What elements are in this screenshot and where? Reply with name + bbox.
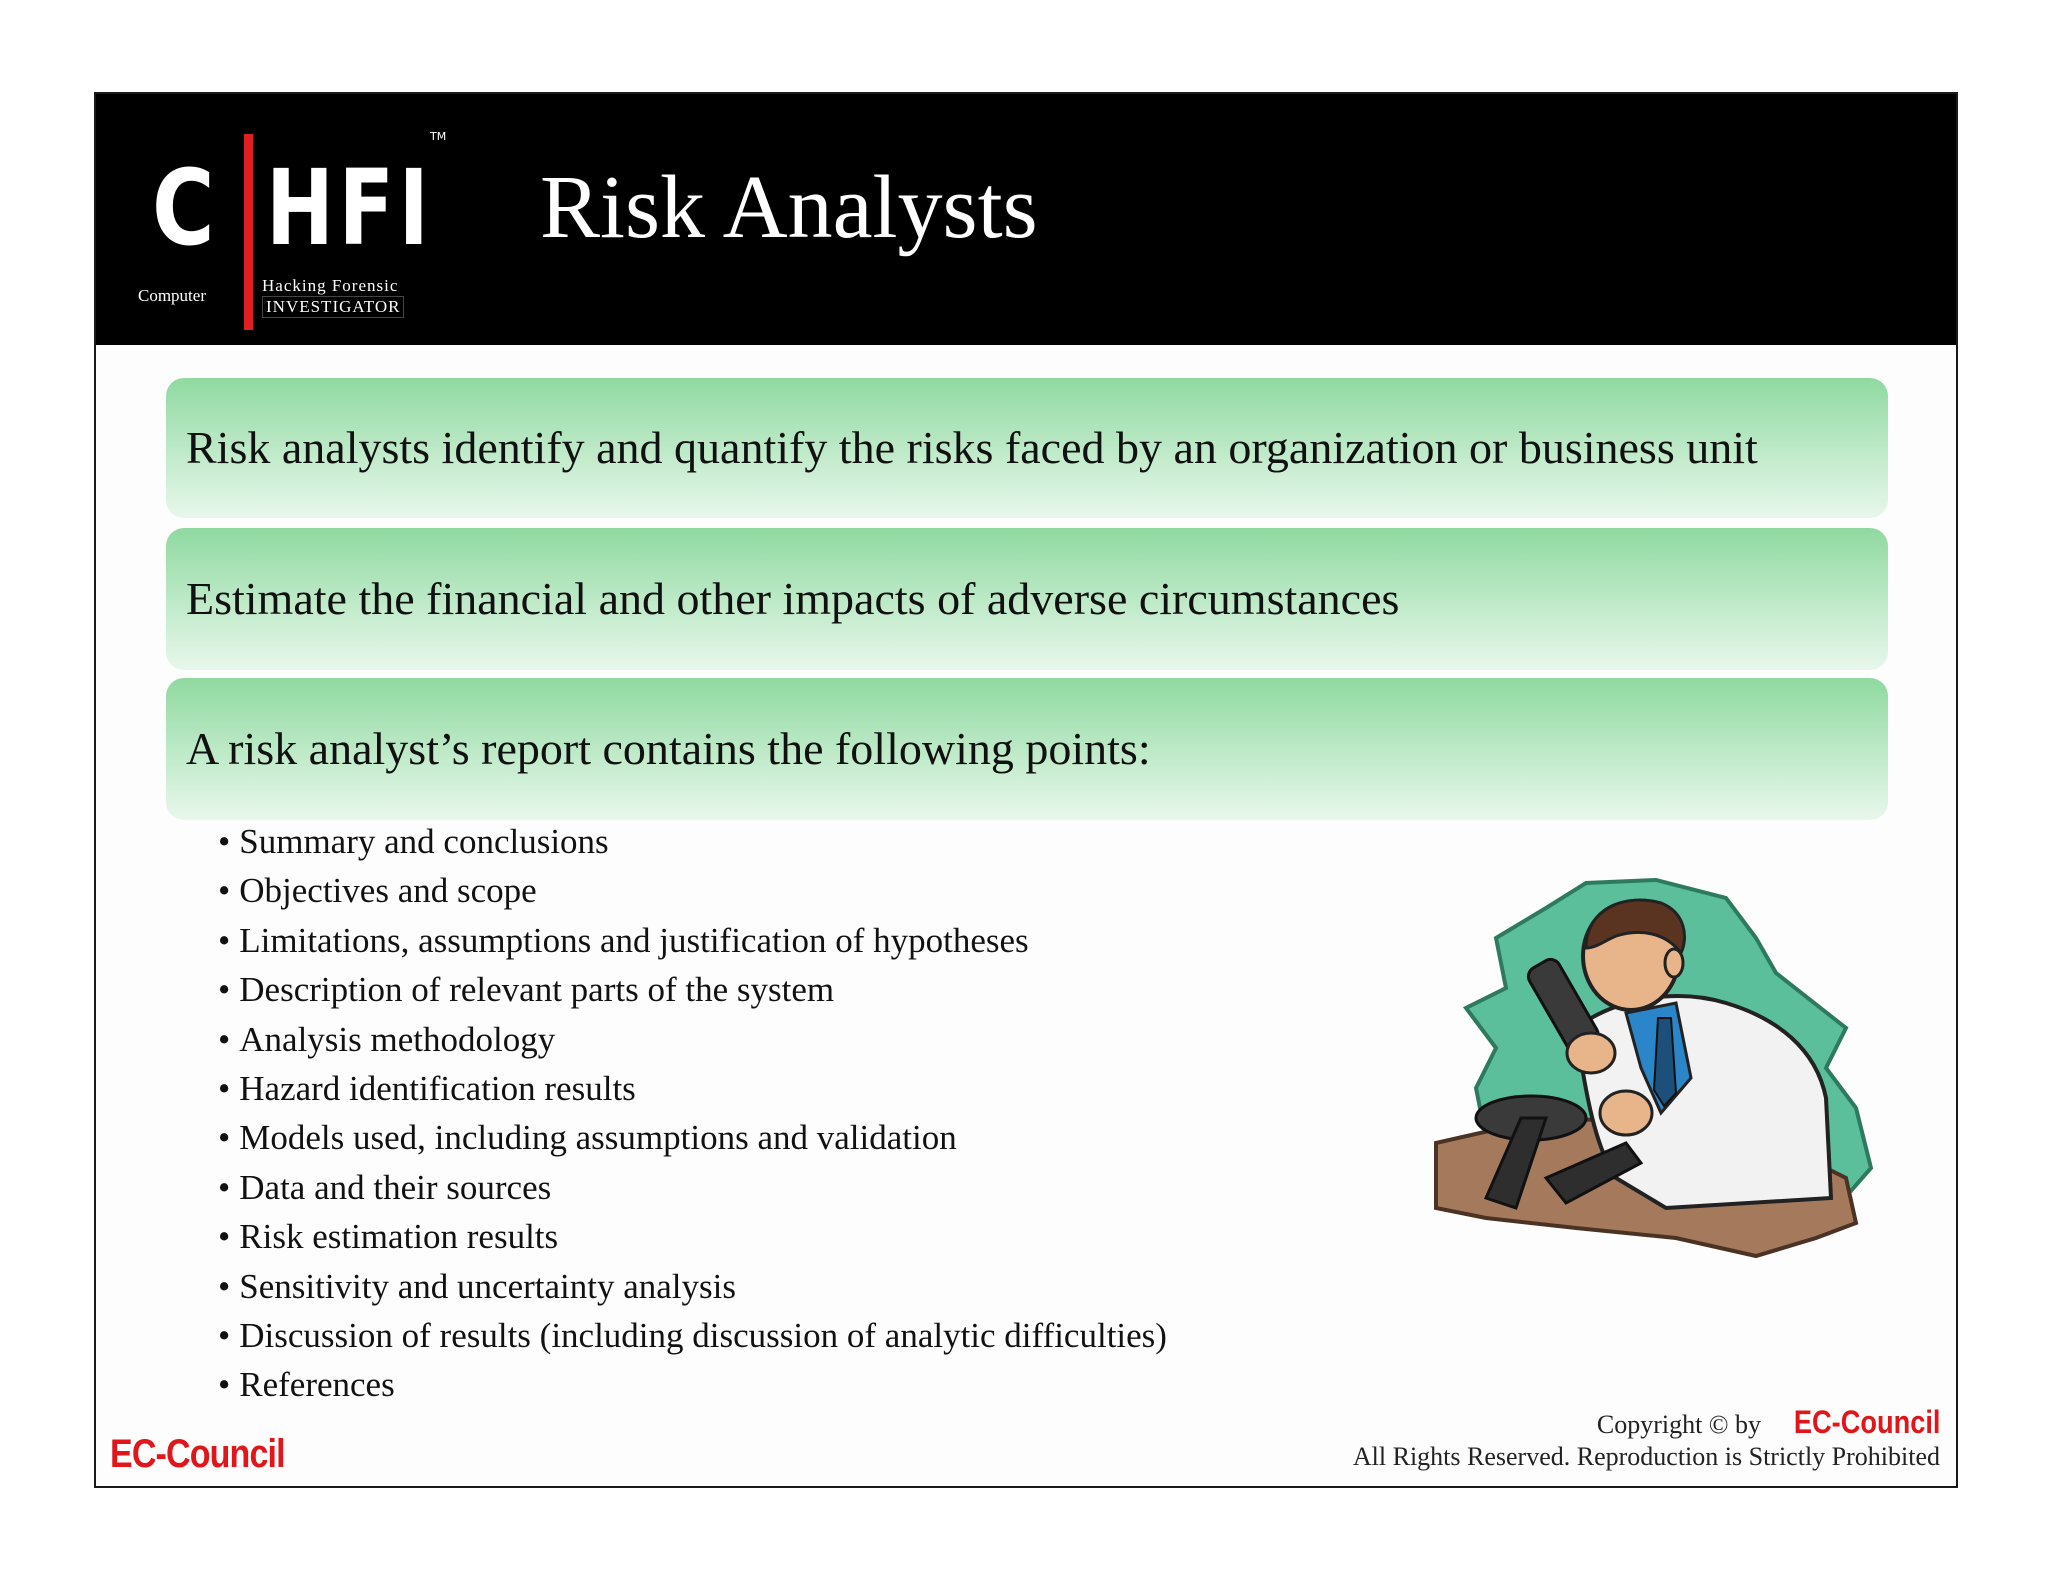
scientist-microscope-illustration xyxy=(1426,878,1886,1268)
page-title: Risk Analysts xyxy=(540,158,1038,257)
info-box-identify-risks xyxy=(166,378,1888,518)
list-item: • Hazard identification results xyxy=(218,1064,1167,1113)
ec-council-logo: EC-Council xyxy=(110,1432,285,1476)
info-box-text: Estimate the financial and other impacts of adverse circumstances xyxy=(186,572,1400,624)
report-points-list xyxy=(218,817,1167,1410)
list-item: • Analysis methodology xyxy=(218,1015,1167,1064)
list-item: • Risk estimation results xyxy=(218,1212,1167,1261)
logo-letters-hfi: HFI xyxy=(266,147,434,269)
logo-investigator-text: INVESTIGATOR xyxy=(262,296,404,318)
list-item: • Discussion of results (including discussion of analytic difficulties) xyxy=(218,1311,1167,1360)
info-box-estimate-impacts xyxy=(166,528,1888,670)
slide xyxy=(94,92,1958,1488)
logo-computer-text: Computer xyxy=(138,286,206,305)
list-item: • Summary and conclusions xyxy=(218,817,1167,866)
copyright-brand: EC-Council xyxy=(1793,1404,1940,1440)
list-item: • Data and their sources xyxy=(218,1163,1167,1212)
list-item: • Limitations, assumptions and justification of hypotheses xyxy=(218,916,1167,965)
list-item: • Models used, including assumptions and validation xyxy=(218,1113,1167,1162)
copyright-notice xyxy=(1353,1406,1940,1473)
logo-trademark: TM xyxy=(430,130,447,143)
chfi-logo xyxy=(134,114,464,334)
list-item: • Sensitivity and uncertainty analysis xyxy=(218,1262,1167,1311)
list-item: • Description of relevant parts of the system xyxy=(218,965,1167,1014)
copyright-prefix: Copyright © by xyxy=(1596,1410,1762,1439)
copyright-line xyxy=(1353,1406,1940,1441)
logo-hacking-forensic-text: Hacking Forensic xyxy=(262,276,399,295)
list-item: • References xyxy=(218,1360,1167,1409)
rights-reserved-text: All Rights Reserved. Reproduction is Strictly Prohibited xyxy=(1352,1442,1940,1471)
logo-red-bar xyxy=(244,134,253,330)
header-bar xyxy=(96,94,1956,345)
logo-letter-c: C xyxy=(152,147,215,269)
info-box-text: A risk analyst’s report contains the following points: xyxy=(186,722,1151,774)
info-box-text: Risk analysts identify and quantify the risks faced by an organization or business unit xyxy=(186,421,1758,473)
info-box-report-contents xyxy=(166,678,1888,820)
list-item: • Objectives and scope xyxy=(218,866,1167,915)
